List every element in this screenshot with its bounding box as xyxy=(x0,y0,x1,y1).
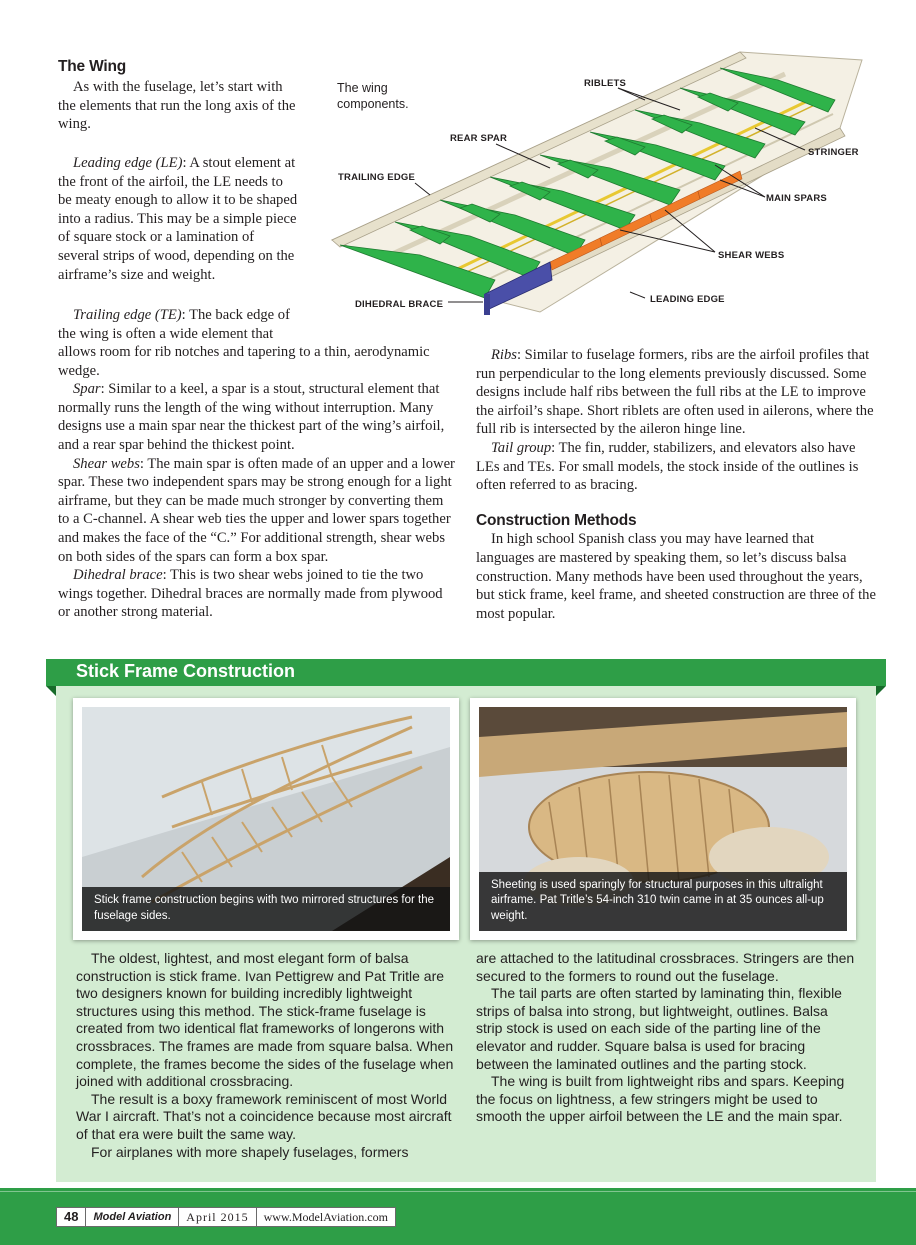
label-leading-edge: LEADING EDGE xyxy=(650,294,725,305)
shear-webs-text: : The main spar is often made of an upper and a lower spar. These two independent spars may be strong enough for a light airframe, but they can be made much stronger by converting them to a C-channel. A shear web ties the upper and lower spars together and makes the face of the “C.” For additional strength, shear webs on both sides of the spars can form a box spar. xyxy=(58,455,455,565)
sidebar-paragraph: The tail parts are often started by laminating thin, flexible strips of balsa into strong, but lightweight, outlines. Balsa strip stock is used on each side of the parting line of the elevator and rudder. Square balsa is used for bracing between the laminated outlines and the parting stock. xyxy=(476,985,842,1072)
shear-webs-paragraph xyxy=(58,455,458,567)
term-leading-edge: Leading edge (LE) xyxy=(73,155,183,171)
term-ribs: Ribs xyxy=(491,347,517,363)
issue-date: April 2015 xyxy=(179,1208,256,1226)
sidebar-paragraph: The result is a boxy framework reminiscent of most World War I aircraft. That’s not a coincidence because most aircraft of that era were built the same way. xyxy=(76,1090,452,1142)
diagram-caption: The wing components. xyxy=(337,81,409,111)
term-trailing-edge: Trailing edge (TE) xyxy=(73,307,182,323)
trailing-edge-text-a: : The back edge of the wing is often a wide element that xyxy=(58,307,290,342)
label-dihedral-brace: DIHEDRAL BRACE xyxy=(355,299,444,310)
dihedral-paragraph xyxy=(58,566,458,622)
label-shear-webs: SHEAR WEBS xyxy=(718,250,785,261)
term-dihedral-brace: Dihedral brace xyxy=(73,567,163,584)
term-shear-webs: Shear webs xyxy=(73,455,140,472)
sidebar-paragraph: The wing is built from lightweight ribs and spars. Keeping the focus on lightness, a few stringers might be used to smooth the upper airfoil between the LE and the main spar. xyxy=(476,1073,845,1125)
label-trailing-edge: TRAILING EDGE xyxy=(338,172,416,183)
label-main-spars: MAIN SPARS xyxy=(766,193,827,204)
term-spar: Spar xyxy=(73,381,101,398)
section-heading-the-wing: The Wing xyxy=(58,58,126,75)
tail-group-paragraph xyxy=(476,439,876,495)
left-column-body xyxy=(58,306,458,622)
right-column-body xyxy=(476,346,876,623)
sidebar-title: Stick Frame Construction xyxy=(76,661,296,681)
sidebar-paragraph: For airplanes with more shapely fuselages, formers xyxy=(91,1143,409,1160)
label-stringer: STRINGER xyxy=(808,147,859,158)
leader-leading-edge xyxy=(630,292,645,298)
label-riblets: RIBLETS xyxy=(584,78,627,89)
leading-edge-paragraph xyxy=(58,154,298,284)
construction-paragraph: In high school Spanish class you may have learned that languages are mastered by speaking them, so let’s discuss balsa construction. Many methods have been used throughout the years, but stick frame, keel frame, and sheeted construction are three of the most popular. xyxy=(476,531,876,622)
website-link[interactable]: www.ModelAviation.com xyxy=(263,1210,388,1224)
photo-stick-frame-sides xyxy=(73,698,459,940)
ribs-text: : Similar to fuselage formers, ribs are the airfoil profiles that run perpendicular to the long elements previously discussed. Some designs include half ribs between the full ribs at the LE to improve the airfoil’s shape. Short riblets are often used in ailerons, where the full rib is intersected by the aileron hinge line. xyxy=(476,347,874,438)
page-number: 48 xyxy=(57,1208,86,1226)
dihedral-text: : This is two shear webs joined to tie the two wings together. Dihedral braces are normally made from plywood or another strong material. xyxy=(58,567,443,621)
photo2-image xyxy=(479,707,847,931)
dihedral-brace-edge xyxy=(484,294,490,315)
band-fold-left xyxy=(46,686,56,696)
leading-edge-text: : A stout element at the front of the airfoil, the LE needs to be meaty enough to allow it to be shaped into a radius. This may be a simple piece of square stock or a lamination of several strips of wood, depending on the airframe’s size and weight. xyxy=(58,155,298,283)
wing-intro-paragraph: As with the fuselage, let’s start with the elements that run the long axis of the wing. xyxy=(58,79,296,133)
trailing-edge-paragraph xyxy=(58,306,298,343)
photo1-caption: Stick frame construction begins with two mirrored structures for the fuselage sides. xyxy=(82,887,450,931)
photo-ultralight-airframe xyxy=(470,698,856,940)
term-tail-group: Tail group xyxy=(491,439,552,456)
leader-trailing-edge xyxy=(415,183,430,195)
label-rear-spar: REAR SPAR xyxy=(450,133,508,144)
photo2-caption: Sheeting is used sparingly for structural purposes in this ultralight airframe. Pat Tritle’s 54-inch 310 twin came in at 35 ounces all-up weight. xyxy=(479,872,847,932)
sidebar-paragraph: The oldest, lightest, and most elegant form of balsa construction is stick frame. Ivan Pettigrew and Pat Tritle are two designers known for building incredibly lightweight structures using this method. The stick-frame fuselage is created from two identical flat frameworks of longerons with crossbraces. The frames are made from square balsa. When complete, the frames become the sides of the fuselage when joined with additional crossbracing. xyxy=(76,950,454,1090)
section-heading-construction-methods: Construction Methods xyxy=(476,511,637,529)
spar-paragraph xyxy=(58,380,458,454)
footer-rule xyxy=(0,1191,916,1192)
magazine-name: Model Aviation xyxy=(86,1208,179,1226)
sidebar-right-column xyxy=(476,950,856,1126)
sidebar-paragraph: are attached to the latitudinal crossbraces. Stringers are then secured to the formers to round out the fuselage. xyxy=(476,950,855,984)
photo1-image xyxy=(82,707,450,931)
spar-text: : Similar to a keel, a spar is a stout, structural element that normally runs the length of the wing without interruption. Many designs use a main spar near the thickest part of the wing’s airfoil, and a rear spar behind the thickest point. xyxy=(58,381,445,453)
trailing-edge-paragraph-cont: allows room for rib notches and tapering to a thin, aerodynamic wedge. xyxy=(58,344,430,379)
ribs-paragraph xyxy=(476,346,876,439)
footer-folio xyxy=(56,1207,396,1227)
tail-group-text: : The fin, rudder, stabilizers, and elevators also have LEs and TEs. For small models, the stock inside of the outlines is often referred to as bracing. xyxy=(476,439,859,494)
band-fold-right xyxy=(876,686,886,696)
sidebar-left-column xyxy=(76,950,456,1161)
